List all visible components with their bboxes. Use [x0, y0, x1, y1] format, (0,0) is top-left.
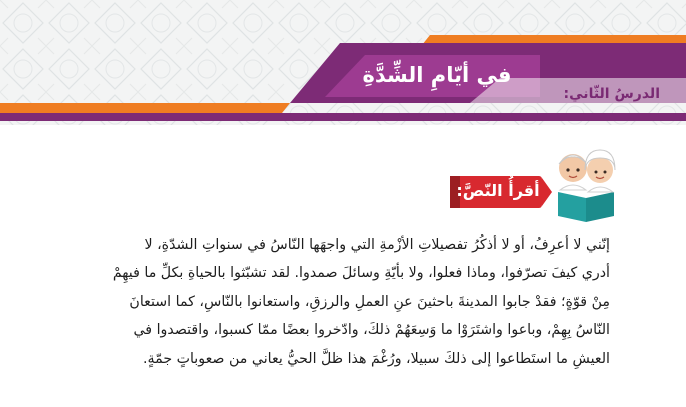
lesson-title: في أيّامِ الشِّدَّةِ [362, 63, 512, 87]
passage-line: النّاسُ بِهِمْ، وباعوا واشتَرَوْا ما وَسِعَهُمْ ذلكَ، وادّخروا بعضًا ممّا كسبوا، واقتصدوا في [133, 322, 610, 339]
passage-line: مِنْ قوّةٍ؛ فقدْ جابوا المدينةَ باحثينَ عنِ العملِ والرزقِ، واستعانوا بالنّاسِ، كما استعانَ [129, 293, 610, 310]
passage-line: إنّني لا أعرِفُ، أو لا أذكُرُ تفصيلاتِ الأزْمةِ التي واجهَها النّاسُ في سنواتِ الشدّةِ، لا [144, 237, 610, 253]
passage-line: أدري كيفَ تصرّفوا، وماذا فعلوا، ولا بأيّةِ وسائلَ صمدوا. لقد تشبّثوا بالحياةِ بكلِّ ما فيهِمْ [112, 265, 610, 282]
passage-line: العيشِ ما استَطاعوا إلى ذلكَ سبيلا، ورُغْمَ هذا ظلَّ الحيُّ يعاني من صعوباتٍ جمّةٍ. [143, 350, 610, 367]
lesson-header-banner [0, 0, 686, 125]
lesson-number-label: الدرسُ الثّاني: [563, 86, 660, 102]
reading-passage [112, 231, 610, 373]
section-label: أقرأُ النّصَّ: [456, 180, 540, 200]
